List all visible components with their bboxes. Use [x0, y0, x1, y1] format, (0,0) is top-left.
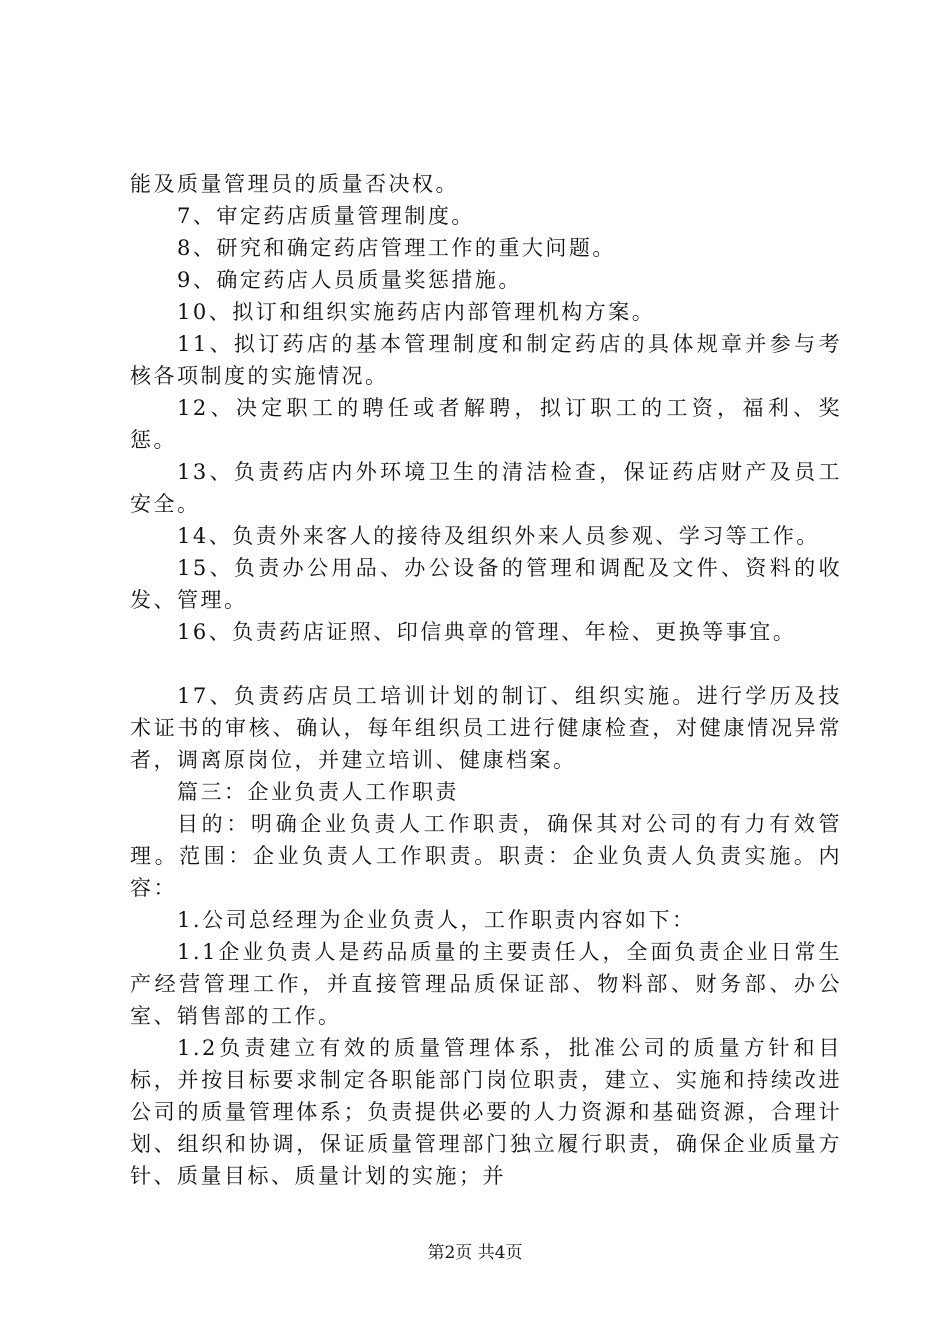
paragraph-item-14: 14、负责外来客人的接待及组织外来人员参观、学习等工作。 — [177, 524, 820, 548]
paragraph-item-17: 17、负责药店员工培训计划的制订、组织实施。进行学历及技术证书的审核、确认，每年组织员工进行健康检查，对健康情况异常者，调离原岗位，并建立培训、健康档案。 — [130, 684, 842, 772]
paragraph-clause-1-1: 1.1企业负责人是药品质量的主要责任人，全面负责企业日常生产经营管理工作，并直接管理品质保证部、物料部、财务部、办公室、销售部的工作。 — [130, 940, 842, 1028]
paragraph-item-11: 11、拟订药店的基本管理制度和制定药店的具体规章并参与考核各项制度的实施情况。 — [130, 332, 842, 388]
section-heading: 篇三：企业负责人工作职责 — [177, 780, 459, 804]
paragraph-item-10: 10、拟订和组织实施药店内部管理机构方案。 — [177, 300, 656, 324]
page-number-footer: 第2页 共4页 — [427, 1243, 523, 1263]
paragraph-item-7: 7、审定药店质量管理制度。 — [177, 204, 475, 228]
paragraph-purpose: 目的：明确企业负责人工作职责，确保其对公司的有力有效管理。范围：企业负责人工作职责。职责：企业负责人负责实施。内容： — [130, 812, 842, 900]
paragraph-item-15: 15、负责办公用品、办公设备的管理和调配及文件、资料的收发、管理。 — [130, 556, 842, 612]
paragraph-item-9: 9、确定药店人员质量奖惩措施。 — [177, 268, 522, 292]
paragraph-continuation: 能及质量管理员的质量否决权。 — [130, 172, 459, 196]
paragraph-item-8: 8、研究和确定药店管理工作的重大问题。 — [177, 236, 616, 260]
document-body — [130, 168, 842, 1192]
paragraph-item-16: 16、负责药店证照、印信典章的管理、年检、更换等事宜。 — [177, 620, 797, 644]
paragraph-item-12: 12、决定职工的聘任或者解聘，拟订职工的工资，福利、奖惩。 — [130, 396, 842, 452]
paragraph-clause-1: 1.公司总经理为企业负责人，工作职责内容如下： — [177, 908, 696, 932]
paragraph-clause-1-2: 1.2负责建立有效的质量管理体系，批准公司的质量方针和目标，并按目标要求制定各职能部门岗位职责，建立、实施和持续改进公司的质量管理体系；负责提供必要的人力资源和基础资源，合理计划、组织和协调，保证质量管理部门独立履行职责，确保企业质量方针、质量目标、质量计划的实施；并 — [130, 1036, 842, 1188]
paragraph-item-13: 13、负责药店内外环境卫生的清洁检查，保证药店财产及员工安全。 — [130, 460, 842, 516]
